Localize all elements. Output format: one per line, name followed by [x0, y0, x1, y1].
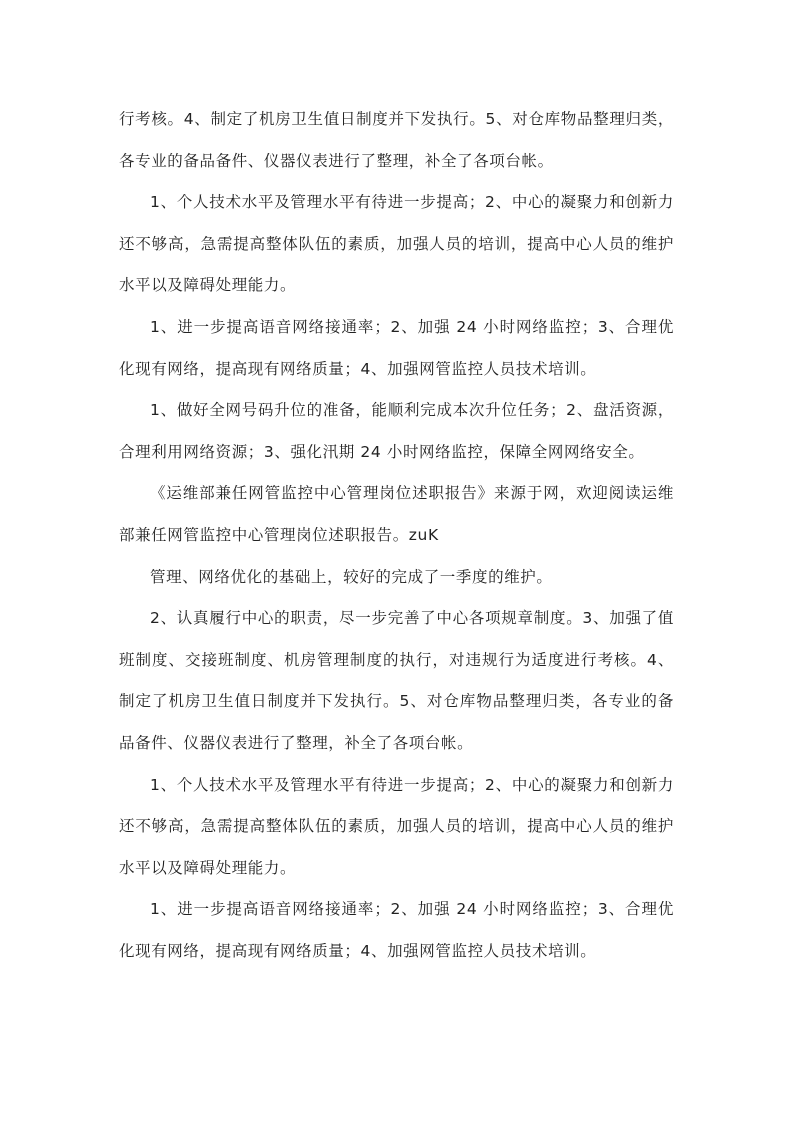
paragraph-7: 2、认真履行中心的职责，尽一步完善了中心各项规章制度。3、加强了值班制度、交接班制度、机房管理制度的执行，对违规行为适度进行考核。4、制定了机房卫生值日制度并下发执行。5、对仓库物品整理归类，各专业的备品备件、仪器仪表进行了整理，补全了各项台帐。 [119, 609, 674, 752]
paragraph-5: 《运维部兼任网管监控中心管理岗位述职报告》来源于网，欢迎阅读运维部兼任网管监控中心管理岗位述职报告。zuK [119, 484, 674, 544]
paragraph-3: 1、进一步提高语音网络接通率；2、加强 24 小时网络监控；3、合理优化现有网络，提高现有网络质量；4、加强网管监控人员技术培训。 [119, 317, 674, 378]
paragraph-1: 行考核。4、制定了机房卫生值日制度并下发执行。5、对仓库物品整理归类，各专业的备品备件、仪器仪表进行了整理，补全了各项台帐。 [119, 110, 674, 170]
document-body [119, 99, 674, 972]
paragraph-9: 1、进一步提高语音网络接通率；2、加强 24 小时网络监控；3、合理优化现有网络，提高现有网络质量；4、加强网管监控人员技术培训。 [119, 900, 674, 960]
paragraph-8: 1、个人技术水平及管理水平有待进一步提高；2、中心的凝聚力和创新力还不够高，急需提高整体队伍的素质，加强人员的培训，提高中心人员的维护水平以及障碍处理能力。 [119, 775, 674, 877]
paragraph-6: 管理、网络优化的基础上，较好的完成了一季度的维护。 [150, 567, 553, 586]
paragraph-4: 1、做好全网号码升位的准备，能顺利完成本次升位任务；2、盘活资源，合理利用网络资源；3、强化汛期 24 小时网络监控，保障全网网络安全。 [119, 401, 674, 461]
paragraph-2: 1、个人技术水平及管理水平有待进一步提高；2、中心的凝聚力和创新力还不够高，急需提高整体队伍的素质，加强人员的培训，提高中心人员的维护水平以及障碍处理能力。 [119, 193, 674, 295]
